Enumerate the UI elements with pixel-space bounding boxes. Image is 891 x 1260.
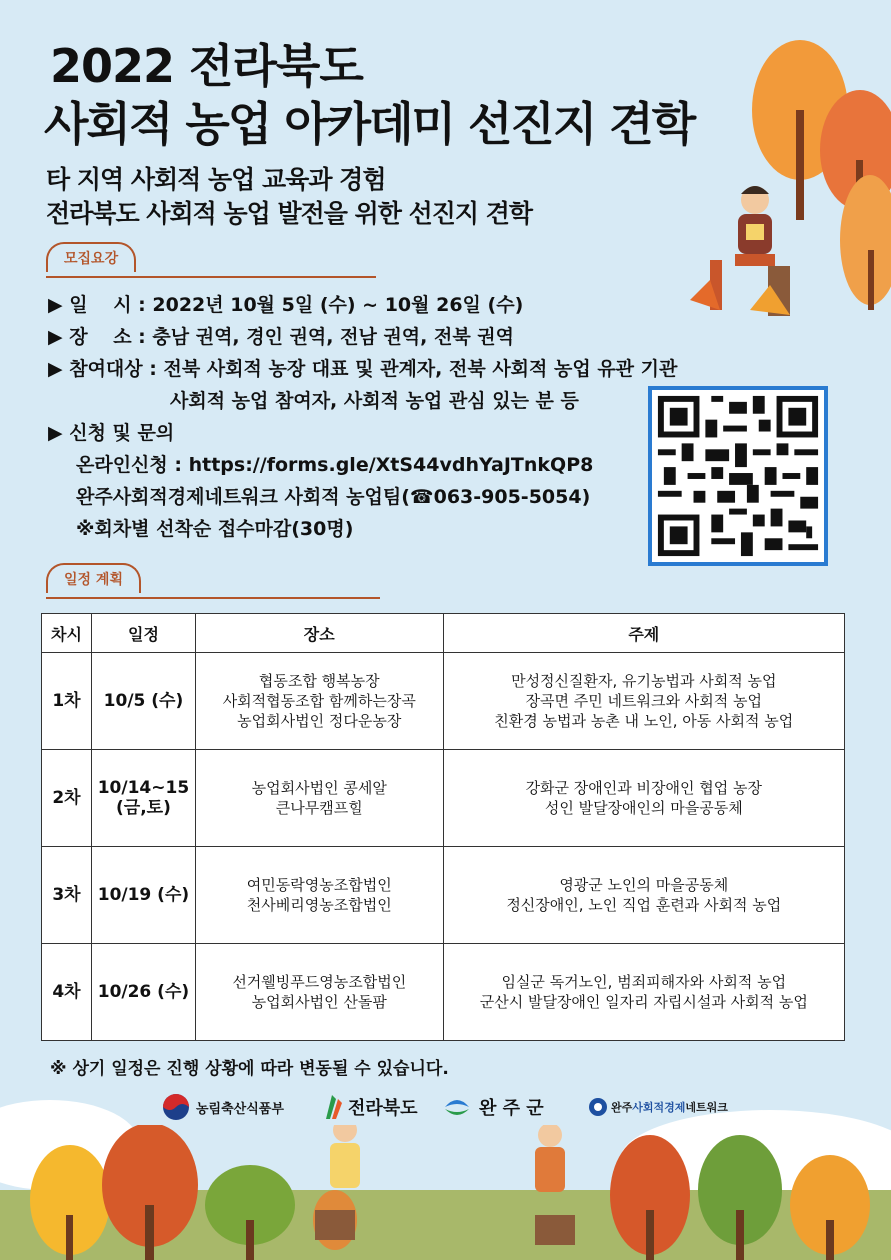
section-divider (46, 276, 376, 278)
table-row (42, 847, 845, 944)
cell-place: 농업회사법인 콩세알 큰나무캠프힐 (195, 750, 443, 847)
column-header-place: 장소 (195, 614, 443, 653)
table-row (42, 750, 845, 847)
info-online: 온라인신청 : https://forms.gle/XtS44vdhYaJTnkQP8 (76, 454, 594, 476)
page-title: 사회적 농업 아카데미 선진지 견학 (44, 97, 695, 151)
cell-date: 10/5 (수) (91, 653, 195, 750)
info-target: ▶ 참여대상 : 전북 사회적 농장 대표 및 관계자, 전북 사회적 농업 유관 기관 (48, 358, 678, 380)
table-header-row (42, 614, 845, 653)
recruit-section-label: 모집요강 (46, 242, 136, 272)
table-row (42, 653, 845, 750)
county-logo: 완 주 군 (443, 1092, 544, 1122)
subtitle-line-2: 전라북도 사회적 농업 발전을 위한 선진지 견학 (46, 199, 533, 228)
qr-code[interactable] (648, 386, 828, 566)
column-header-round: 차시 (42, 614, 92, 653)
network-emblem-icon (588, 1097, 608, 1117)
cell-place: 여민동락영농조합법인 천사베리영농조합법인 (195, 847, 443, 944)
schedule-footnote: ※ 상기 일정은 진행 상황에 따라 변동될 수 있습니다. (50, 1059, 449, 1079)
info-date: ▶ 일 시 : 2022년 10월 5일 (수) ~ 10월 26일 (수) (48, 294, 524, 316)
cell-date: 10/19 (수) (91, 847, 195, 944)
cell-place: 선거웰빙푸드영농조합법인 농업회사법인 산돌팜 (195, 944, 443, 1041)
table-row (42, 944, 845, 1041)
bottom-autumn-scene-illustration (0, 1125, 891, 1260)
cell-date: 10/26 (수) (91, 944, 195, 1041)
cell-date: 10/14~15 (금,토) (91, 750, 195, 847)
province-logo: 전라북도 (322, 1092, 418, 1122)
column-header-topic: 주제 (443, 614, 844, 653)
info-place: ▶ 장 소 : 충남 권역, 경인 권역, 전남 권역, 전북 권역 (48, 326, 515, 348)
cell-round: 1차 (42, 653, 92, 750)
province-emblem-icon (322, 1093, 344, 1121)
schedule-section-label: 일정 계획 (46, 563, 141, 593)
cell-round: 3차 (42, 847, 92, 944)
county-emblem-icon (443, 1093, 471, 1121)
info-apply: ▶ 신청 및 문의 (48, 422, 175, 444)
cell-topic: 임실군 독거노인, 범죄피해자와 사회적 농업 군산시 발달장애인 일자리 자립시설과 사회적 농업 (443, 944, 844, 1041)
online-form-link[interactable]: https://forms.gle/XtS44vdhYaJTnkQP8 (188, 454, 594, 476)
ministry-logo: 농림축산식품부 (162, 1092, 284, 1122)
qr-code-icon (652, 390, 824, 562)
cell-place: 협동조합 행복농장 사회적협동조합 함께하는장곡 농업회사법인 정다운농장 (195, 653, 443, 750)
schedule-table (41, 613, 845, 1041)
info-deadline: ※회차별 선착순 접수마감(30명) (76, 518, 354, 540)
network-logo: 완주 사회적경제 네트워크 (588, 1092, 728, 1122)
subtitle-line-1: 타 지역 사회적 농업 교육과 경험 (46, 165, 386, 194)
page-title-year: 2022 전라북도 (50, 39, 363, 93)
cell-topic: 영광군 노인의 마을공동체 정신장애인, 노인 직업 훈련과 사회적 농업 (443, 847, 844, 944)
column-header-date: 일정 (91, 614, 195, 653)
info-contact: 완주사회적경제네트워크 사회적 농업팀(☎063-905-5054) (76, 486, 591, 508)
section-divider (46, 597, 380, 599)
cell-topic: 만성정신질환자, 유기농법과 사회적 농업 장곡면 주민 네트워크와 사회적 농업 친환경 농법과 농촌 내 노인, 아동 사회적 농업 (443, 653, 844, 750)
cell-topic: 강화군 장애인과 비장애인 협업 농장 성인 발달장애인의 마을공동체 (443, 750, 844, 847)
reading-person-illustration (650, 180, 820, 330)
cell-round: 2차 (42, 750, 92, 847)
ministry-emblem-icon (162, 1093, 190, 1121)
cell-round: 4차 (42, 944, 92, 1041)
info-target-cont: 사회적 농업 참여자, 사회적 농업 관심 있는 분 등 (170, 390, 579, 412)
